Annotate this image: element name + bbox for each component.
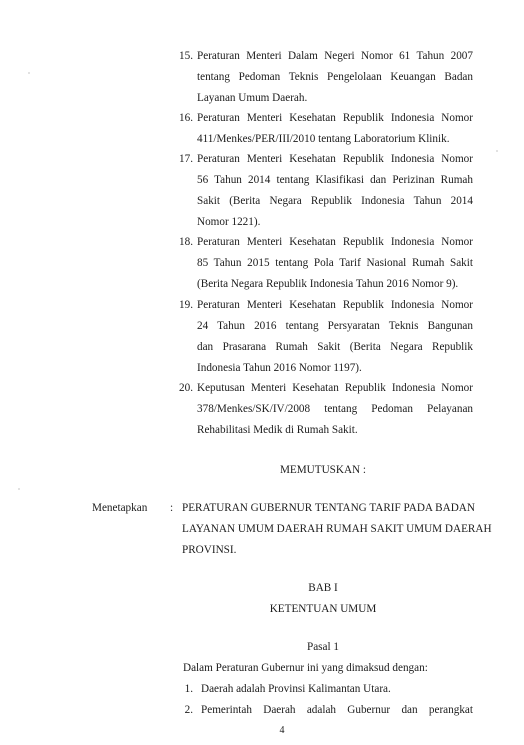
item-line: Sakit (Berita Negara Republik Indonesia Tahun 2014 [197, 195, 473, 207]
establish-line: PERATURAN GUBERNUR TENTANG TARIF PADA BADAN [182, 502, 475, 514]
item-number: 2. [184, 704, 193, 716]
item-line: Keputusan Menteri Kesehatan Republik Indonesia Nomor [197, 382, 473, 394]
item-line: Peraturan Menteri Kesehatan Republik Indonesia Nomor [197, 299, 473, 311]
item-number: 15. [179, 50, 193, 62]
item-number: 1. [184, 683, 193, 695]
item-line: Pemerintah Daerah adalah Gubernur dan perangkat [201, 704, 473, 716]
item-line: Peraturan Menteri Kesehatan Republik Indonesia Nomor [197, 112, 473, 124]
item-number: 19. [179, 299, 193, 311]
establish-label: Menetapkan [92, 502, 148, 514]
item-number: 20. [179, 382, 193, 394]
item-line: tentang Pedoman Teknis Pengelolaan Keuangan Badan [197, 71, 473, 83]
chapter-number: BAB I [308, 582, 338, 594]
item-line: Peraturan Menteri Dalam Negeri Nomor 61 Tahun 2007 [197, 50, 473, 62]
item-line: Rehabilitasi Medik di Rumah Sakit. [197, 424, 358, 436]
item-line: Nomor 1221). [197, 216, 261, 228]
item-number: 16. [179, 112, 193, 124]
item-line: 85 Tahun 2015 tentang Pola Tarif Nasional Rumah Sakit [197, 257, 473, 269]
article-intro: Dalam Peraturan Gubernur ini yang dimaksud dengan: [183, 662, 428, 674]
chapter-title: KETENTUAN UMUM [269, 603, 377, 615]
scan-dot [496, 150, 498, 152]
scan-dot [18, 488, 20, 490]
establish-colon: : [170, 502, 174, 514]
item-line: (Berita Negara Republik Indonesia Tahun 2016 Nomor 9). [197, 278, 459, 290]
item-line: 411/Menkes/PER/III/2010 tentang Laboratorium Klinik. [197, 133, 450, 145]
item-line: Layanan Umum Daerah. [197, 92, 308, 104]
item-line: 378/Menkes/SK/IV/2008 tentang Pedoman Pelayanan [197, 403, 473, 415]
item-line: Indonesia Tahun 2016 Nomor 1197). [197, 362, 362, 374]
article-title: Pasal 1 [306, 641, 339, 653]
item-line: Daerah adalah Provinsi Kalimantan Utara. [201, 683, 391, 695]
item-line: dan Prasarana Rumah Sakit (Berita Negara Republik [197, 341, 473, 353]
decision-heading: MEMUTUSKAN : [279, 464, 367, 476]
item-line: 56 Tahun 2014 tentang Klasifikasi dan Perizinan Rumah [197, 174, 473, 186]
item-line: 24 Tahun 2016 tentang Persyaratan Teknis Bangunan [197, 320, 473, 332]
scan-dot [28, 72, 30, 74]
item-number: 18. [179, 236, 193, 248]
establish-line: LAYANAN UMUM DAERAH RUMAH SAKIT UMUM DAERAH [182, 523, 492, 535]
item-line: Peraturan Menteri Kesehatan Republik Indonesia Nomor [197, 236, 473, 248]
item-line: Peraturan Menteri Kesehatan Republik Indonesia Nomor [197, 153, 473, 165]
page-number: 4 [279, 725, 285, 736]
establish-line: PROVINSI. [182, 544, 237, 556]
item-number: 17. [179, 153, 193, 165]
